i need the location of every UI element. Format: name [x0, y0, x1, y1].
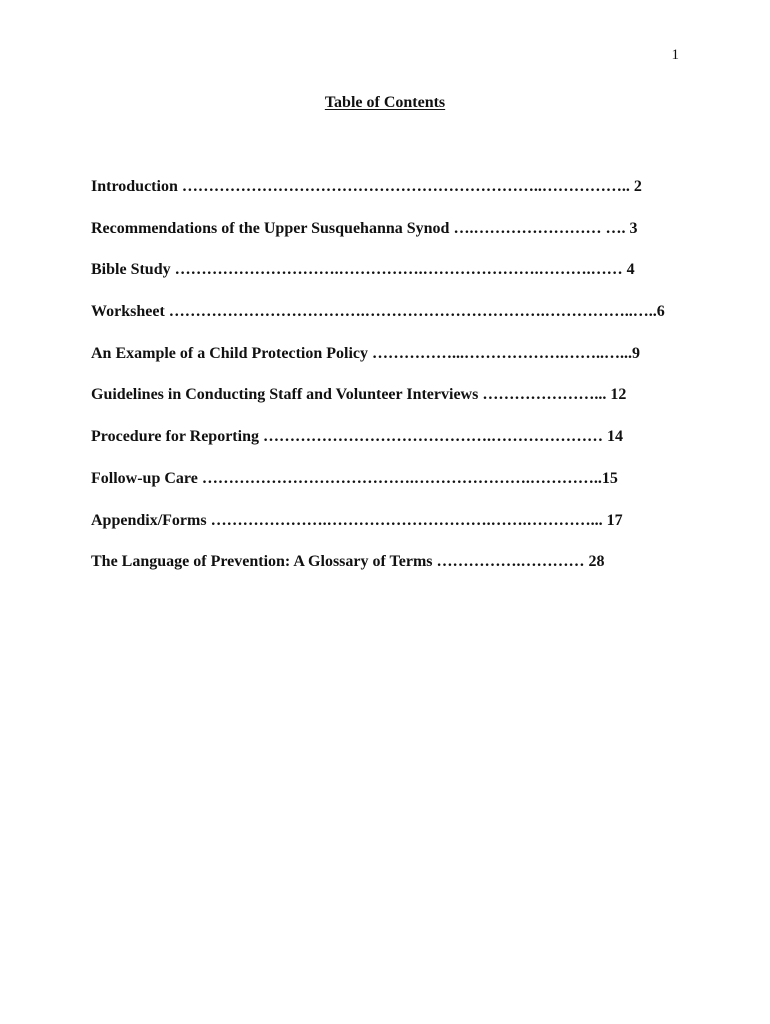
toc-entry-interview-guidelines: Guidelines in Conducting Staff and Volunteer Interviews …………………... 12 [91, 386, 627, 404]
page-title: Table of Contents [324, 94, 446, 111]
toc-entry-appendix-forms: Appendix/Forms ………………….………………………….…….…………... 17 [91, 511, 623, 529]
toc-entry-bible-study: Bible Study ………………………….…………….………………….……….…… 4 [91, 261, 635, 279]
toc-entry-reporting-procedure: Procedure for Reporting …………………………………….………………… 14 [91, 428, 623, 446]
toc-entry-worksheet: Worksheet ……………………………….…………………………….……………..…..6 [91, 303, 665, 321]
toc-entry-glossary: The Language of Prevention: A Glossary of Terms …………….………… 28 [91, 553, 605, 571]
toc-entry-introduction: Introduction …………………………………………………………..…………….. 2 [91, 178, 642, 195]
toc-entry-child-protection-policy: An Example of a Child Protection Policy ……………...……………….……..…...9 [91, 344, 641, 362]
toc-entry-follow-up-care: Follow-up Care ………………………………….………………….…………..15 [91, 469, 618, 487]
toc-entry-recommendations: Recommendations of the Upper Susquehanna Synod ….…………………… …. 3 [91, 219, 638, 237]
table-of-contents [91, 176, 691, 593]
page-number: 1 [671, 47, 679, 63]
